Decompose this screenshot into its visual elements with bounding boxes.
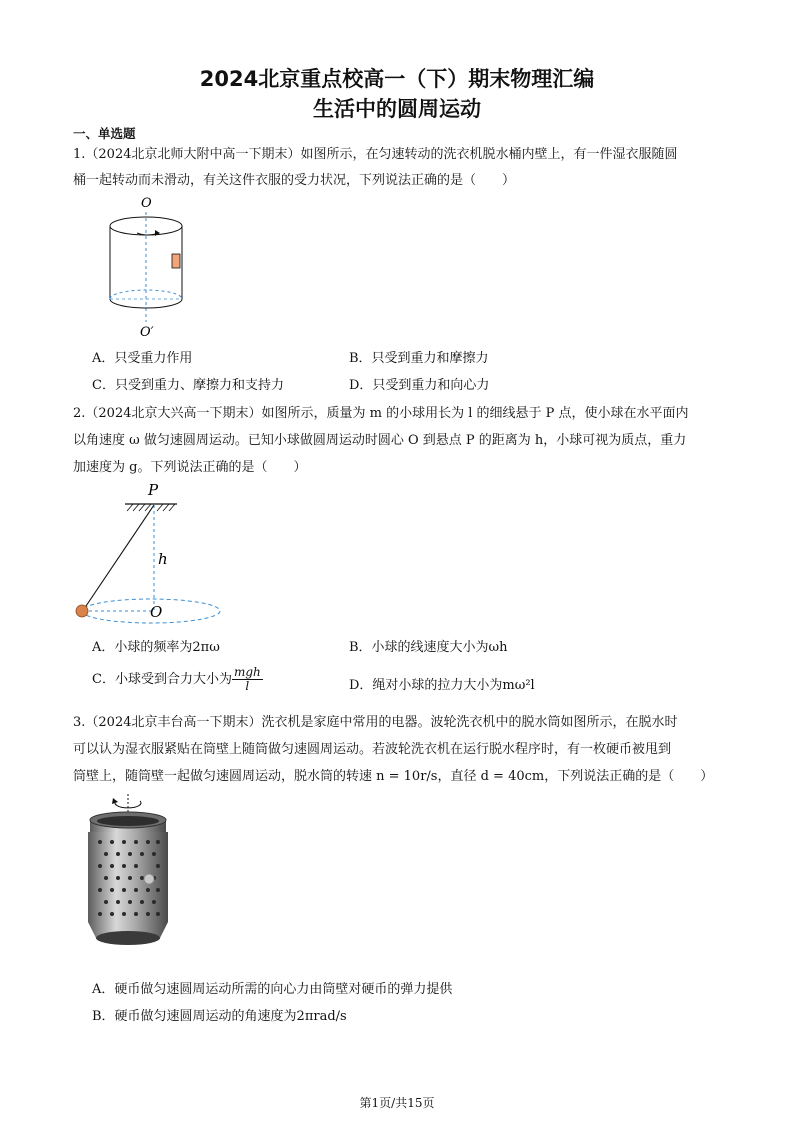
question-3-option-a[interactable]: A．硬币做匀速圆周运动所需的向心力由筒壁对硬币的弹力提供 [92, 982, 453, 997]
question-2-option-c[interactable] [92, 666, 263, 693]
question-3-option-b[interactable]: B．硬币做匀速圆周运动的角速度为2πrad/s [92, 1009, 347, 1024]
question-2-option-c-text: C．小球受到合力大小为 [92, 672, 232, 687]
page-title: 2024北京重点校高一（下）期末物理汇编 [199, 67, 595, 91]
question-2-stem-line-3: 加速度为 g。下列说法正确的是（ ） [73, 460, 307, 475]
question-1-option-d[interactable]: D．只受到重力和向心力 [349, 378, 490, 393]
question-2-figure-conical-pendulum [70, 478, 230, 626]
question-2-stem-line-2: 以角速度 ω 做匀速圆周运动。已知小球做圆周运动时圆心 O 到悬点 P 的距离为 h，小球可视为质点，重力 [73, 433, 687, 448]
coin [144, 874, 154, 884]
question-1-option-a[interactable]: A．只受重力作用 [92, 351, 193, 366]
basket-interior [97, 816, 159, 826]
question-3-stem-line-2: 可以认为湿衣服紧贴在筒壁上随筒做匀速圆周运动。若波轮洗衣机在运行脱水程序时，有一枚硬币被甩到 [73, 742, 672, 757]
question-1-figure-spin-drum [95, 190, 205, 340]
section-heading: 一、单选题 [73, 126, 136, 141]
question-3-stem-line-1: 3.（2024北京丰台高一下期末）洗衣机是家庭中常用的电器。波轮洗衣机中的脱水筒如图所示，在脱水时 [73, 715, 678, 730]
question-1-stem-line-2: 桶一起转动而未滑动，有关这件衣服的受力状况，下列说法正确的是（ ） [73, 173, 516, 188]
fraction-numerator: mgh [233, 665, 261, 679]
question-3-stem-line-3: 筒壁上，随筒壁一起做匀速圆周运动，脱水筒的转速 n = 10r/s，直径 d = 40cm，下列说法正确的是（ ） [73, 769, 714, 784]
page-number: 第1页/共15页 [359, 1096, 435, 1110]
page-subtitle: 生活中的圆周运动 [313, 97, 481, 121]
question-2-option-b[interactable]: B．小球的线速度大小为ωh [349, 640, 508, 655]
fraction-denominator: l [245, 679, 250, 693]
question-2-stem-line-1: 2.（2024北京大兴高一下期末）如图所示，质量为 m 的小球用长为 l 的细线悬于 P 点，使小球在水平面内 [73, 406, 689, 421]
axis-bottom-label: O′ [140, 325, 154, 340]
arrow-head-icon [155, 230, 160, 236]
fraction-mgh-over-l [232, 666, 263, 693]
pivot-label: P [148, 481, 159, 499]
axis-top-label: O [141, 196, 152, 211]
ball [76, 605, 88, 617]
wet-cloth [172, 254, 180, 268]
question-1-stem-line-1: 1.（2024北京北师大附中高一下期末）如图所示，在匀速转动的洗衣机脱水桶内壁上，有一件湿衣服随圆 [73, 147, 678, 162]
height-label: h [158, 550, 168, 568]
question-1-option-c[interactable]: C．只受到重力、摩擦力和支持力 [92, 378, 284, 393]
question-2-option-d[interactable]: D．绳对小球的拉力大小为mω²l [349, 678, 535, 693]
center-label: O [150, 603, 163, 621]
string [84, 505, 154, 609]
basket-wall [88, 832, 168, 922]
question-1-option-b[interactable]: B．只受到重力和摩擦力 [349, 351, 489, 366]
basket-base [96, 931, 160, 945]
question-3-figure-spin-basket [78, 790, 178, 955]
question-2-option-a[interactable]: A．小球的频率为2πω [92, 640, 220, 655]
